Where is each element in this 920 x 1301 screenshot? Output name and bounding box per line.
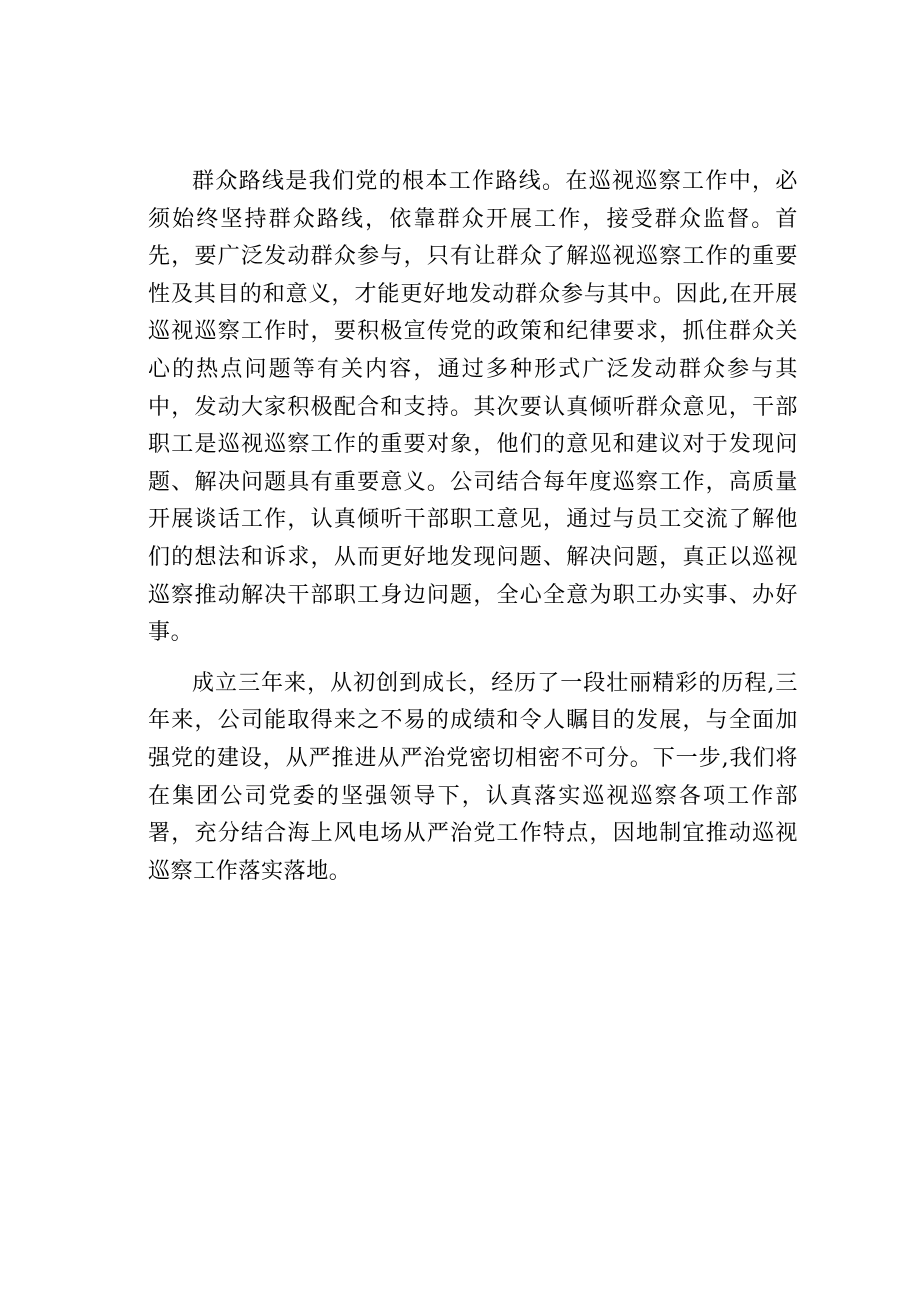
paragraph-three-years: 成立三年来，从初创到成长，经历了一段壮丽精彩的历程,三年来，公司能取得来之不易的成绩和令人瞩目的发展，与全面加强党的建设，从严推进从严治党密切相密不可分。下一步,我们将在集团公司党委的坚强领导下，认真落实巡视巡察各项工作部署，充分结合海上风电场从严治党工作特点，因地制宜推动巡视巡察工作落实落地。: [148, 670, 798, 884]
paragraph-mass-line: 群众路线是我们党的根本工作路线。在巡视巡察工作中，必须始终坚持群众路线，依靠群众开展工作，接受群众监督。首先，要广泛发动群众参与，只有让群众了解巡视巡察工作的重要性及其目的和意义，才能更好地发动群众参与其中。因此,在开展巡视巡察工作时，要积极宣传党的政策和纪律要求，抓住群众关心的热点问题等有关内容，通过多种形式广泛发动群众参与其中，发动大家积极配合和支持。其次要认真倾听群众意见，干部职工是巡视巡察工作的重要对象，他们的意见和建议对于发现问题、解决问题具有重要意义。公司结合每年度巡察工作，高质量开展谈话工作，认真倾听干部职工意见，通过与员工交流了解他们的想法和诉求，从而更好地发现问题、解决问题，真正以巡视巡察推动解决干部职工身边问题，全心全意为职工办实事、办好事。: [148, 169, 798, 646]
document-body: [148, 163, 798, 890]
